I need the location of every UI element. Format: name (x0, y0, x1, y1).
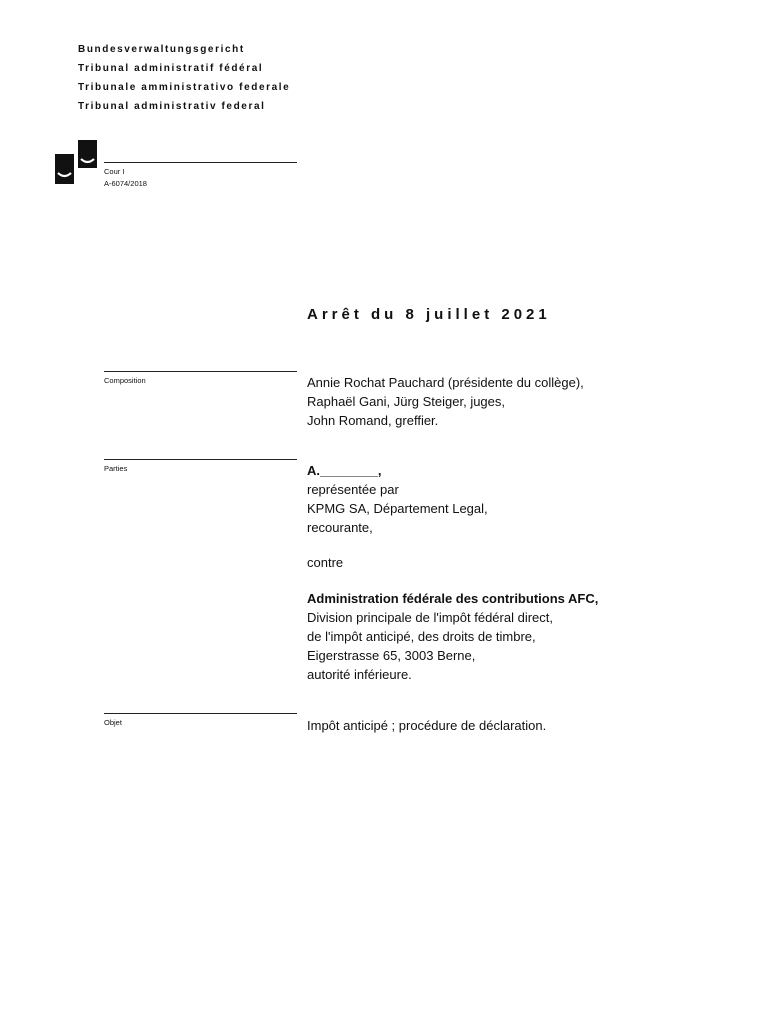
parties-divider (104, 459, 297, 460)
appellant-line: KPMG SA, Département Legal, (307, 501, 488, 516)
court-name-it: Tribunale amministrativo federale (78, 82, 291, 93)
court-name-rm: Tribunal administrativ federal (78, 101, 266, 112)
court-name-fr: Tribunal administratif fédéral (78, 63, 264, 74)
appellant-line: recourante, (307, 520, 373, 535)
header-divider (104, 162, 297, 163)
composition-line: John Romand, greffier. (307, 413, 439, 428)
court-division: Cour I (104, 167, 125, 176)
respondent-name: Administration fédérale des contributions AFC, (307, 591, 599, 606)
composition-divider (104, 371, 297, 372)
court-logo-icon (55, 140, 97, 186)
composition-block (307, 373, 584, 430)
case-number: A-6074/2018 (104, 179, 147, 188)
respondent-block (307, 589, 598, 684)
respondent-line: Eigerstrasse 65, 3003 Berne, (307, 648, 476, 663)
parties-label: Parties (104, 464, 128, 473)
respondent-line: de l'impôt anticipé, des droits de timbre, (307, 629, 536, 644)
objet-text: Impôt anticipé ; procédure de déclaration. (307, 718, 547, 733)
composition-line: Annie Rochat Pauchard (présidente du collège), (307, 375, 584, 390)
composition-line: Raphaël Gani, Jürg Steiger, juges, (307, 394, 506, 409)
page-title: Arrêt du 8 juillet 2021 (307, 306, 551, 323)
court-names (78, 40, 290, 116)
versus-text: contre (307, 555, 344, 570)
respondent-line: autorité inférieure. (307, 667, 412, 682)
court-name-de: Bundesverwaltungsgericht (78, 44, 245, 55)
appellant-block (307, 461, 488, 537)
composition-label: Composition (104, 376, 146, 385)
respondent-line: Division principale de l'impôt fédéral direct, (307, 610, 553, 625)
appellant-name: A.________, (307, 463, 382, 478)
objet-label: Objet (104, 718, 122, 727)
appellant-line: représentée par (307, 482, 399, 497)
objet-divider (104, 713, 297, 714)
